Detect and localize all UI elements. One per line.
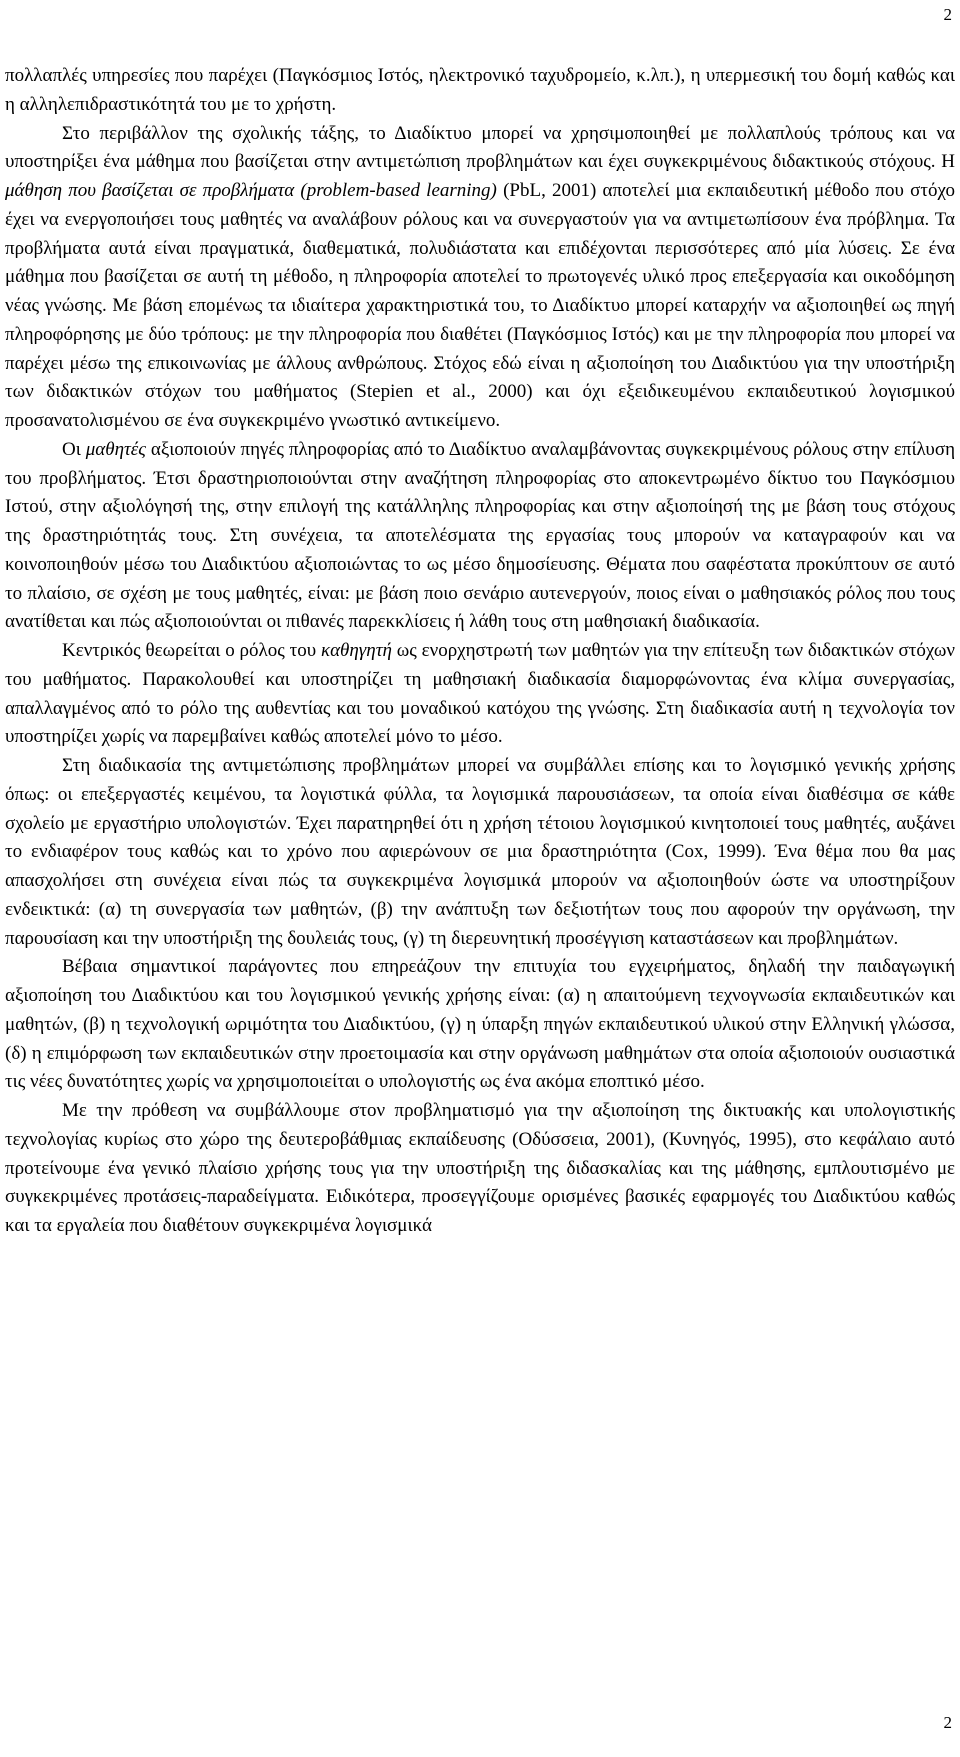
text-run: ως ενορχηστρωτή των μαθητών για την επίτευξη των διδακτικών στόχων του μαθήματος. Παρακολουθεί και υποστηρίζει τη μαθησιακή διαδικασία διαμορφώνοντας ένα κλίμα συνεργασίας, απαλλαγμένος από το ρόλο της αυθεντίας και του μοναδικού κατόχου της γνώσης. Στη διαδικασία αυτή η τεχνολογία τον υποστηρίζει χωρίς να παρεμβαίνει καθώς αποτελεί μόνο το μέσο. [5, 640, 955, 748]
text-run: Στο περιβάλλον της σχολικής τάξης, το Διαδίκτυο μπορεί να χρησιμοποιηθεί με πολλαπλούς τρόπους και να υποστηρίξει ένα μάθημα που βασίζεται στην αντιμετώπιση προβλημάτων και έχει συγκεκριμένους διδακτικούς στόχους. Η [5, 122, 955, 173]
paragraph [5, 953, 955, 1097]
italic-text: καθηγητή [320, 640, 392, 661]
paragraph [5, 436, 955, 637]
text-run: αξιοποιούν πηγές πληροφορίας από το Διαδίκτυο αναλαμβάνοντας συγκεκριμένους ρόλους στην επίλυση του προβλήματος. Έτσι δραστηριοποιούνται στην αναζήτηση πληροφορίας στο αποκεντρωμένο δίκτυο του Παγκόσμιου Ιστού, στην αξιολόγησή της, στην επιλογή της κατάλληλης πληροφορίας και στην αξιοποίησή της με βάση τους στόχους της δραστηριότητάς τους. Στη συνέχεια, τα αποτελέσματα της εργασίας τους μπορούν να καταγραφούν και να κοινοποιηθούν μέσω του Διαδικτύου αξιοποιώντας το ως μέσο δημοσίευσης. Θέματα που σαφέστατα προκύπτουν σε αυτό το πλαίσιο, σε σχέση με τους μαθητές, είναι: με βάση ποιο σενάριο αυτενεργούν, ποιος είναι ο μαθησιακός ρόλος που τους ανατίθεται και πώς αξιοποιούνται οι πιθανές παρεκκλίσεις ή λάθη τους στη μαθησιακή διαδικασία. [5, 438, 956, 633]
page-number-top: 2 [943, 5, 952, 24]
text-run: Στη διαδικασία της αντιμετώπισης προβλημάτων μπορεί να συμβάλλει επίσης και το λογισμικό γενικής χρήσης όπως: οι επεξεργαστές κειμένου, τα λογιστικά φύλλα, τα λογισμικά παρουσιάσεων, τα οποία είναι διαθέσιμα σε κάθε σχολείο με εργαστήριο υπολογιστών. Έχει παρατηρηθεί ότι η χρήση τέτοιου λογισμικού κινητοποιεί τους μαθητές, αυξάνει το ενδιαφέρον τους καθώς και το χρόνο που αφιερώνουν σε μια δραστηριότητα (Cox, 1999). Ένα θέμα που θα μας απασχολήσει στη συνέχεια είναι πώς τα συγκεκριμένα λογισμικά μπορούν να αξιοποιηθούν ώστε να υποστηρίξουν ενδεικτικά: (α) τη συνεργασία των μαθητών, (β) την ανάπτυξη των δεξιοτήτων τους που αφορούν την οργάνωση, την παρουσίαση και την υποστήριξη της δουλειάς τους, (γ) τη διερευνητική προσέγγιση καταστάσεων και προβλημάτων. [5, 755, 955, 949]
body-text [5, 62, 955, 1241]
paragraph [5, 120, 955, 436]
paragraph [5, 637, 955, 752]
text-run: Οι [62, 438, 86, 460]
italic-text: μαθητές [85, 438, 146, 460]
paragraph [5, 752, 955, 953]
paragraph [5, 1097, 955, 1241]
text-run: (PbL, 2001) αποτελεί μια εκπαιδευτική μέθοδο που στόχο έχει να ενεργοποιήσει τους μαθητές να αναλάβουν ρόλους και να συνεργαστούν για να αντιμετωπίσουν ένα πρόβλημα. Τα προβλήματα αυτά είναι πραγματικά, διαθεματικά, πολυδιάστατα και επιδέχονται περισσότερες από μία λύσεις. Σε ένα μάθημα που βασίζεται σε αυτή τη μέθοδο, η πληροφορία αποτελεί το πρωτογενές υλικό προς επεξεργασία και οικοδόμηση νέας γνώσης. Με βάση επομένως τα ιδιαίτερα χαρακτηριστικά του, το Διαδίκτυο μπορεί καταρχήν να αξιοποιηθεί ως πηγή πληροφόρησης με δύο τρόπους: με την πληροφορία που διαθέτει (Παγκόσμιος Ιστός) και με την πληροφορία που μπορεί να παρέχει μέσω της επικοινωνίας με άλλους ανθρώπους. Στόχος εδώ είναι η αξιοποίηση του Διαδικτύου για την υποστήριξη των διδακτικών στόχων του μαθήματος (Stepien et al., 2000) και όχι εξειδικευμένου εκπαιδευτικού λογισμικού προσανατολισμένου σε ένα συγκεκριμένο γνωστικό αντικείμενο. [5, 180, 955, 431]
page-number-bottom: 2 [943, 1713, 952, 1732]
text-run: Με την πρόθεση να συμβάλλουμε στον προβληματισμό για την αξιοποίηση της δικτυακής και υπολογιστικής τεχνολογίας κυρίως στο χώρο της δευτεροβάθμιας εκπαίδευσης (Οδύσσεια, 2001), (Κυνηγός, 1995), στο κεφάλαιο αυτό προτείνουμε ένα γενικό πλαίσιο χρήσης τους για την υποστήριξη της διδασκαλίας και της μάθησης, εμπλουτισμένο με συγκεκριμένες προτάσεις-παραδείγματα. Ειδικότερα, προσεγγίζουμε ορισμένες βασικές εφαρμογές του Διαδικτύου καθώς και τα εργαλεία που διαθέτουν συγκεκριμένα λογισμικά [5, 1100, 955, 1236]
paragraph [5, 62, 955, 120]
italic-text: μάθηση που βασίζεται σε προβλήματα (problem-based learning) [5, 180, 497, 201]
text-run: πολλαπλές υπηρεσίες που παρέχει (Παγκόσμιος Ιστός, ηλεκτρονικό ταχυδρομείο, κ.λπ.), η υπερμεσική του δομή καθώς και η αλληλεπιδραστικότητά του με το χρήστη. [5, 65, 955, 115]
text-run: Βέβαια σημαντικοί παράγοντες που επηρεάζουν την επιτυχία του εγχειρήματος, δηλαδή την παιδαγωγική αξιοποίηση του Διαδικτύου και του λογισμικού γενικής χρήσης είναι: (α) η απαιτούμενη τεχνογνωσία εκπαιδευτικών και μαθητών, (β) η τεχνολογική ωριμότητα του Διαδικτύου, (γ) η ύπαρξη πηγών εκπαιδευτικού υλικού στην Ελληνική γλώσσα, (δ) η επιμόρφωση των εκπαιδευτικών στην προετοιμασία και στην οργάνωση μαθημάτων στα οποία αξιοποιούν ουσιαστικά τις νέες δυνατότητες χωρίς να χρησιμοποιείται ο υπολογιστής ως ένα ακόμα εποπτικό μέσο. [5, 956, 955, 1093]
text-run: Κεντρικός θεωρείται ο ρόλος του [62, 640, 321, 661]
